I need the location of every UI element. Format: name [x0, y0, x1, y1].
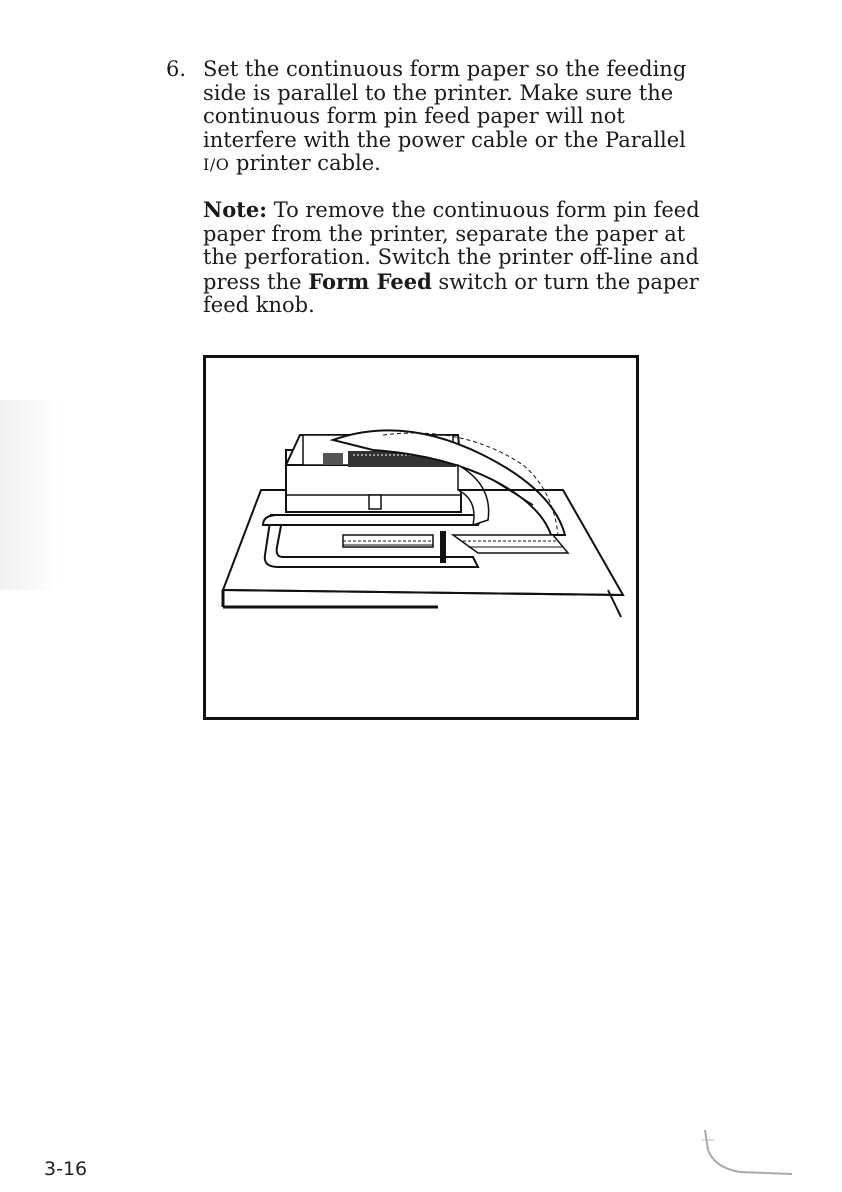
note-text-part-2: switch or turn the paper feed knob. [203, 269, 699, 317]
note-block [203, 198, 703, 318]
form-feed-label: Form Feed [308, 268, 432, 294]
note-label: Note: [203, 197, 268, 222]
scan-corner-mark-icon [700, 1120, 800, 1180]
step-text [203, 58, 706, 177]
io-label: I/O [203, 155, 230, 174]
step-text-part-1: Set the continuous form paper so the feeding side is parallel to the printer. Make sure the continuous form pin feed paper will not interfere with the power cable or the Parallel [203, 57, 687, 152]
note-text-part-1: To remove the continuous form pin feed paper from the printer, separate the paper at the perforation. Switch the printer off-line and press the [203, 198, 700, 294]
printer-figure [203, 355, 639, 720]
step-text-part-2: printer cable. [229, 151, 381, 175]
step-number: 6. [166, 57, 187, 81]
page-number: 3-16 [44, 1158, 88, 1180]
scan-shadow [0, 400, 60, 590]
printer-with-paper-icon [203, 355, 639, 720]
